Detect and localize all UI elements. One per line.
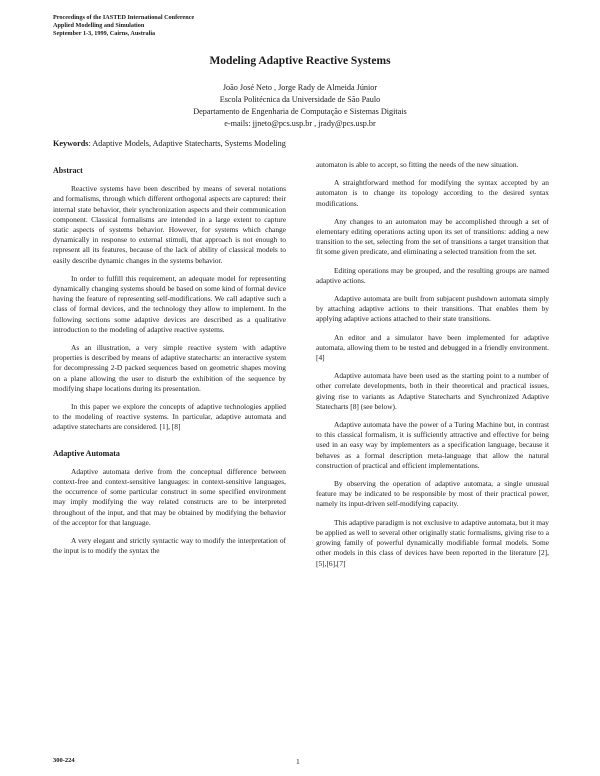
keywords-label: Keywords	[53, 139, 89, 148]
page-number: 1	[296, 757, 300, 766]
abstract-paragraph-4: In this paper we explore the concepts of adaptive technologies applied to the modeling of reactive systems. In particular, adaptive automata and adaptive statecharts are considered. [1], [8]	[53, 402, 286, 432]
right-column	[316, 160, 549, 577]
affiliation-school: Escola Politécnica da Universidade de São Paulo	[219, 95, 381, 104]
conference-topic: Applied Modelling and Simulation	[53, 22, 145, 29]
author-block	[0, 82, 600, 130]
body-paragraph-7: Adaptive automata have the power of a Turing Machine but, in contrast to this classical formalism, it is sufficiently attractive and effective for being used in an easy way by implementers as a specification language, because it behaves as a formal description meta-language that allow the natural construction of practical and efficient implementations.	[316, 420, 549, 470]
affiliation-department: Departamento de Engenharia de Computação e Sistemas Digitais	[193, 107, 407, 116]
conference-header	[53, 14, 194, 38]
keywords-text: : Adaptive Models, Adaptive Statecharts, Systems Modeling	[88, 139, 286, 148]
author-emails: e-mails: jjneto@pcs.usp.br , jrady@pcs.usp.br	[224, 119, 376, 128]
body-paragraph-3: Editing operations may be grouped, and the resulting groups are named adaptive actions.	[316, 265, 549, 285]
abstract-paragraph-3: As an illustration, a very simple reactive system with adaptive properties is described by means of adaptive statecharts: an interactive system for decompressing 2-D packed sequences based on geometric shapes moving on a plane allowing the user to disturb the exhibition of the sequence by modifying shape locations during its presentation.	[53, 343, 286, 393]
left-column	[53, 160, 286, 565]
adaptive-automata-heading: Adaptive Automata	[53, 448, 120, 458]
conference-name: Proceedings of the IASTED International Conference	[53, 14, 195, 21]
author-names: João José Neto , Jorge Rady de Almeida Júnior	[222, 83, 378, 92]
body-paragraph-5: An editor and a simulator have been implemented for adaptive automata, allowing them to be tested and debugged in a friendly environment.[4]	[316, 332, 549, 363]
body-paragraph-9: This adaptive paradigm is not exclusive to adaptive automata, but it may be applied as well to several other originally static formalisms, giving rise to a growing family of powerful dynamically modifiable formal models. Some other models in this class of devices have been reported in the literature [2],[5],[6],[7]	[316, 517, 549, 568]
body-paragraph-6: Adaptive automata have been used as the starting point to a number of other correlate developments, both in their theoretical and practical issues, giving rise to variants as Adaptive Statecharts and Synchronized Adaptive Statecharts [8] (see below).	[316, 371, 549, 411]
conference-date-location: September 1-3, 1999, Cairns, Australia	[53, 30, 156, 37]
adaptive-automata-paragraph-2: A very elegant and strictly syntactic way to modify the interpretation of the input is to modify the syntax the	[53, 536, 286, 556]
body-paragraph-8: By observing the operation of adaptive automata, a single unusual feature may be indicated to be responsible by most of their practical power, namely its input-driven self-modifying capacity.	[316, 479, 549, 509]
abstract-paragraph-1: Reactive systems have been described by means of several notations and formalisms, through which different orthogonal aspects are captured: their internal state behavior, their synchronization aspects and their communication component. Classical formalisms are intended in a large extent to capture static aspects of systems behavior. However, for systems which change dynamically in response to external stimuli, that approach is not enough to represent all its features, because of the lack of ability of classical models to easily describe dynamic changes in the systems behavior.	[53, 184, 286, 265]
body-paragraph-4: Adaptive automata are built from subjacent pushdown automata simply by attaching adaptive actions to their transitions. That enables them by applying adaptive actions attached to their state transitions.	[316, 294, 549, 324]
body-paragraph-1: A straightforward method for modifying the syntax accepted by an automaton is to change its topology according to the desired syntax modifications.	[316, 178, 549, 208]
body-paragraph-2: Any changes to an automaton may be accomplished through a set of elementary editing operations acting upon its set of transitions: adding a new transition to the set, selecting from the set of transitions a target transition that fit some given predicate, and eliminating a selected transition from the set.	[316, 216, 549, 257]
keywords-line	[53, 139, 286, 148]
adaptive-automata-paragraph-1: Adaptive automata derive from the conceptual difference between context-free and context-sensitive languages: in context-sensitive languages, the occurrence of some particular construct in some specified environment may imply modifying the way related constructs are to be interpreted throughout of the input, and that may be obtained by modifying the behavior of the acceptor for that language.	[53, 466, 286, 527]
continued-paragraph: automaton is able to accept, so fitting the needs of the new situation.	[316, 160, 519, 169]
paper-code: 300-224	[53, 757, 75, 764]
paper-title: Modeling Adaptive Reactive Systems	[209, 55, 391, 67]
abstract-heading: Abstract	[53, 166, 83, 175]
abstract-paragraph-2: In order to fulfill this requirement, an adequate model for representing dynamically changing systems should be based on some kind of formal device having the feature of representing self-modifications. We call adaptive such a class of formal devices, and the technology they allow to implement. In the following sections some adaptive devices are described as a qualitative introduction to the modeling of adaptive reactive systems.	[53, 273, 286, 334]
